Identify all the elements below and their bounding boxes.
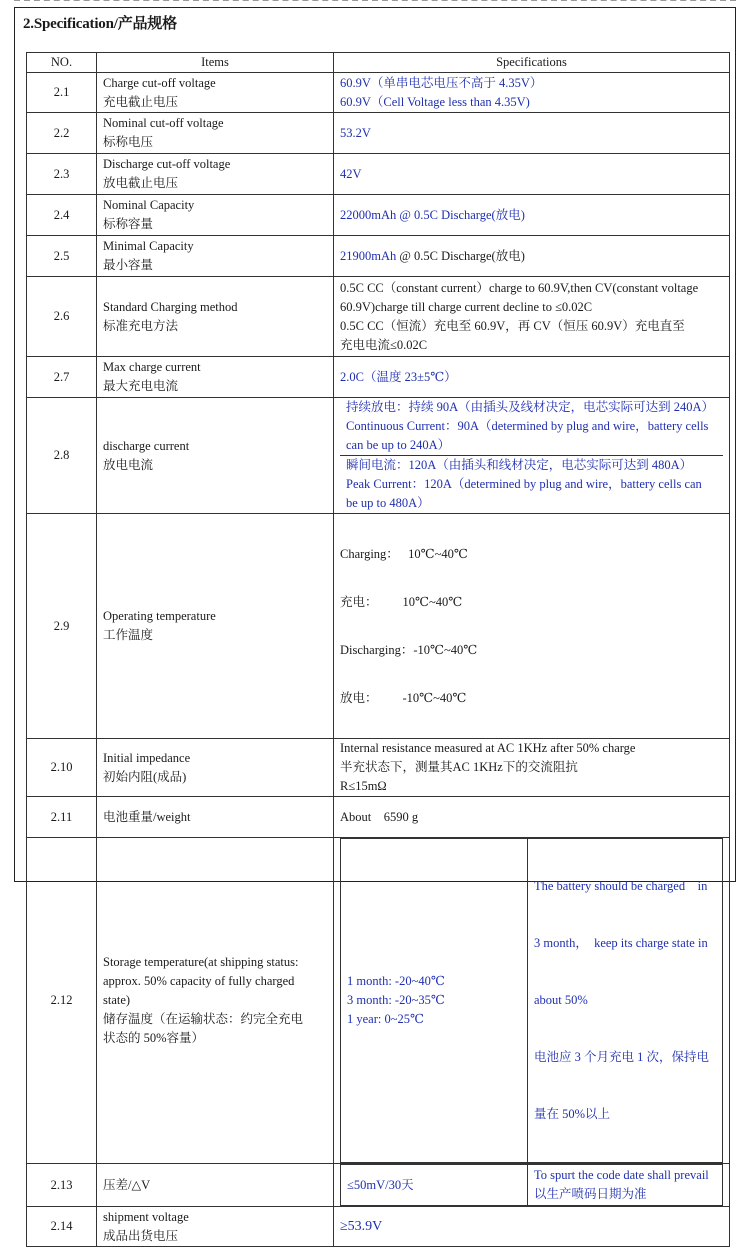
row-spec: 2.0C（温度 23±5℃） <box>334 357 730 398</box>
storage-duration-spec: 1 month: -20~40℃ 3 month: -20~35℃ 1 year: 0~25℃ <box>341 839 528 1163</box>
row-number: 2.6 <box>27 277 97 357</box>
row-spec: 21900mAh @ 0.5C Discharge(放电) <box>334 236 730 277</box>
row-spec: Charging： 10℃~40℃ 充电： 10℃~40℃ Discharging：-10℃~40℃ 放电： -10℃~40℃ <box>334 514 730 739</box>
header-specs: Specifications <box>334 53 730 73</box>
header-no: NO. <box>27 53 97 73</box>
header-items: Items <box>97 53 334 73</box>
table-row <box>27 514 730 739</box>
table-row <box>27 277 730 357</box>
row-spec: 60.9V（单串电芯电压不高于 4.35V） 60.9V（Cell Voltage less than 4.35V) <box>334 73 730 113</box>
spec-table <box>26 52 730 1247</box>
row-item: Discharge cut-off voltage 放电截止电压 <box>97 154 334 195</box>
row-number: 2.9 <box>27 514 97 739</box>
row-item: Standard Charging method 标准充电方法 <box>97 277 334 357</box>
table-row <box>27 357 730 398</box>
row-spec <box>334 838 730 1164</box>
table-row <box>27 113 730 154</box>
row-item: shipment voltage 成品出货电压 <box>97 1207 334 1247</box>
row-spec: About 6590 g <box>334 797 730 838</box>
row-number: 2.10 <box>27 739 97 797</box>
row-number: 2.3 <box>27 154 97 195</box>
row-spec: Internal resistance measured at AC 1KHz after 50% charge 半充状态下，测量其AC 1KHz下的交流阻抗 R≤15mΩ <box>334 739 730 797</box>
row-item: Charge cut-off voltage 充电截止电压 <box>97 73 334 113</box>
voltage-difference-spec: ≤50mV/30天 <box>341 1165 528 1206</box>
row-item: Storage temperature(at shipping status: approx. 50% capacity of fully charged state) 储存温度（在运输状态：约完全充电 状态的 50%容量） <box>97 838 334 1164</box>
row-spec: ≥53.9V <box>334 1207 730 1247</box>
row-number: 2.4 <box>27 195 97 236</box>
table-row <box>27 236 730 277</box>
spec-section-frame <box>14 7 736 1243</box>
row-spec: 0.5C CC（constant current）charge to 60.9V,then CV(constant voltage 60.9V)charge till charge current decline to ≤0.02C 0.5C CC（恒流）充电至 60.9V，再 CV（恒压 60.9V）充电直至 充电电流≤0.02C <box>334 277 730 357</box>
peak-current-spec: 瞬间电流：120A（由插头和线材决定，电芯实际可达到 480A） Peak Current：120A（determined by plug and wire，battery cells can be up to 480A） <box>340 455 723 513</box>
row-number: 2.7 <box>27 357 97 398</box>
row-spec <box>334 1164 730 1207</box>
row-spec <box>334 398 730 514</box>
storage-note: The battery should be charged in 3 month， keep its charge state in about 50% 电池应 3 个月充电 1 次，保持电 量在 50%以上 <box>528 839 723 1163</box>
row-item: Max charge current 最大充电电流 <box>97 357 334 398</box>
row-item: Nominal cut-off voltage 标称电压 <box>97 113 334 154</box>
row-spec: 53.2V <box>334 113 730 154</box>
row-item: Initial impedance 初始内阻(成品) <box>97 739 334 797</box>
table-header-row <box>27 53 730 73</box>
row-item: Nominal Capacity 标称容量 <box>97 195 334 236</box>
row-item: Operating temperature 工作温度 <box>97 514 334 739</box>
row-number: 2.12 <box>27 838 97 1164</box>
row-number: 2.2 <box>27 113 97 154</box>
row-item: 压差/△V <box>97 1164 334 1207</box>
section-title: 2.Specification/产品规格 <box>23 16 177 32</box>
row-item: 电池重量/weight <box>97 797 334 838</box>
row-spec: 42V <box>334 154 730 195</box>
table-row <box>27 1207 730 1247</box>
table-row <box>27 154 730 195</box>
cropped-top-line <box>14 0 736 4</box>
row-number: 2.13 <box>27 1164 97 1207</box>
table-row <box>27 1164 730 1207</box>
row-number: 2.5 <box>27 236 97 277</box>
row-spec: 22000mAh @ 0.5C Discharge(放电) <box>334 195 730 236</box>
code-date-note: To spurt the code date shall prevail 以生产喷码日期为准 <box>528 1165 723 1206</box>
row-item: discharge current 放电电流 <box>97 398 334 514</box>
row-number: 2.14 <box>27 1207 97 1247</box>
continuous-current-spec: 持续放电：持续 90A（由插头及线材决定，电芯实际可达到 240A） Continuous Current：90A（determined by plug and wire，battery cells can be up to 240A） <box>346 400 715 452</box>
table-row <box>27 195 730 236</box>
table-row <box>27 73 730 113</box>
table-row <box>27 398 730 514</box>
row-number: 2.1 <box>27 73 97 113</box>
table-row <box>27 838 730 1164</box>
row-number: 2.11 <box>27 797 97 838</box>
table-row <box>27 797 730 838</box>
row-item: Minimal Capacity 最小容量 <box>97 236 334 277</box>
table-row <box>27 739 730 797</box>
row-number: 2.8 <box>27 398 97 514</box>
